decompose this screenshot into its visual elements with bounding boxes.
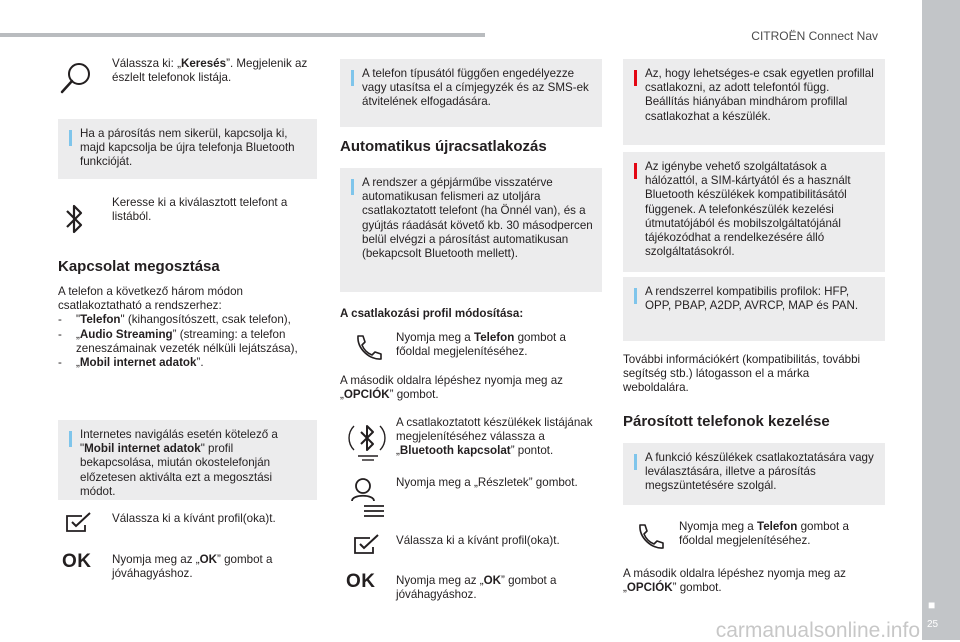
- step-search: Válassza ki: „Keresés”. Megjelenik az észlelt telefonok listája.: [112, 57, 308, 85]
- heading-share: Kapcsolat megosztása: [58, 258, 220, 275]
- step-bluetooth-list: A csatlakoztatott készülékek listájának megjelenítéséhez válassza a „Bluetooth kapcsolat” pontot.: [396, 416, 593, 458]
- step-select-phone: Keresse ki a kiválasztott telefont a listából.: [112, 196, 288, 224]
- step-phone: Nyomja meg a Telefon gombot a főoldal megjelenítéséhez.: [679, 520, 849, 548]
- page-number: 25: [927, 619, 939, 630]
- warning-marker: [634, 70, 637, 86]
- step-second-page: A második oldalra lépéshez nyomja meg az „OPCIÓK” gombot.: [623, 567, 846, 595]
- step-phone: Nyomja meg a Telefon gombot a főoldal megjelenítéséhez.: [396, 331, 566, 359]
- phone-handset-icon: [352, 332, 384, 362]
- bluetooth-list-icon: [348, 418, 388, 462]
- header-rule: [0, 33, 485, 37]
- info-box-contacts: [340, 59, 602, 127]
- ok-button-icon: OK: [62, 551, 92, 572]
- info-box-reconnect: [340, 168, 602, 292]
- search-icon: [58, 60, 94, 96]
- warning-box-services: [623, 152, 885, 272]
- watermark: carmanualsonline.info: [715, 618, 920, 642]
- ok-button-icon: OK: [346, 571, 376, 592]
- step-ok: Nyomja meg az „OK” gombot a jóváhagyáshoz.: [396, 574, 557, 602]
- share-item: - "Telefon" (kihangosítószett, csak telefon),: [58, 313, 291, 327]
- bullet-marker: ■: [928, 598, 936, 612]
- info-box-paired: [623, 443, 885, 505]
- step-profiles: Válassza ki a kívánt profil(oka)t.: [112, 512, 276, 525]
- checkbox-icon: [64, 512, 94, 534]
- step-ok: Nyomja meg az „OK” gombot a jóváhagyáshoz.: [112, 553, 273, 581]
- share-item: - „Audio Streaming” (streaming: a telefon zeneszámainak vezeték nélküli lejátszása),: [58, 327, 298, 355]
- share-intro: A telefon a következő három módon csatlakoztatható a rendszerhez:: [58, 285, 243, 313]
- info-box-profiles: [623, 277, 885, 341]
- warning-text: Az igénybe vehető szolgáltatások a hálózattól, a SIM-kártyától és a használt Bluetooth készülékek kompatibilitásától függenek. A telefonkészülék kezelési útmutatójából és mobilszolgáltatójánál tájékozódhat a rendelkezésére álló szolgáltatásokról.: [645, 160, 851, 259]
- info-marker: [351, 179, 354, 195]
- info-text: A funkció készülékek csatlakoztatására vagy leválasztására, illetve a párosítás megszüntetésére szolgál.: [645, 451, 874, 493]
- info-text: A rendszerrel kompatibilis profilok: HFP, OPP, PBAP, A2DP, AVRCP, MAP és PAN.: [645, 285, 859, 313]
- info-marker: [634, 454, 637, 470]
- step-profiles: Válassza ki a kívánt profil(oka)t.: [396, 534, 560, 547]
- step-second-page: A második oldalra lépéshez nyomja meg az „OPCIÓK” gombot.: [340, 374, 563, 402]
- checkbox-icon: [352, 534, 382, 556]
- info-marker: [69, 431, 72, 447]
- info-marker: [634, 288, 637, 304]
- info-box-internet: [58, 420, 317, 500]
- subheading-modify-profile: A csatlakozási profil módosítása:: [340, 307, 524, 320]
- heading-reconnect: Automatikus újracsatlakozás: [340, 138, 547, 155]
- step-details: Nyomja meg a „Részletek” gombot.: [396, 476, 578, 489]
- share-item: - „Mobil internet adatok”.: [58, 356, 204, 370]
- phone-handset-icon: [634, 521, 666, 551]
- info-text: A rendszer a gépjárműbe visszatérve automatikusan felismeri az utoljára csatlakoztatott telefont (ha Önnél van), és a gyújtás ráadását követő kb. 30 másodpercen belül elvégzi a párosítást automatikusan (bekapcsolt Bluetooth mellett).: [362, 176, 593, 261]
- info-text: Internetes navigálás esetén kötelező a "Mobil internet adatok" profil bekapcsolása, miután okostelefonján előzetesen aktiválta ezt a megosztási módot.: [80, 428, 278, 498]
- page-header-title: CITROËN Connect Nav: [751, 29, 878, 43]
- side-tab: [922, 0, 960, 640]
- info-box-pairing: [58, 119, 317, 179]
- share-section: [58, 285, 320, 370]
- warning-marker: [634, 163, 637, 179]
- info-marker: [69, 130, 72, 146]
- details-list-icon: [350, 477, 386, 517]
- bluetooth-icon: [62, 202, 88, 236]
- more-info-text: További információkért (kompatibilitás, további segítség stb.) látogasson el a márka weboldalára.: [623, 353, 861, 395]
- info-text: Ha a párosítás nem sikerül, kapcsolja ki, majd kapcsolja be újra telefonja Bluetooth funkcióját.: [80, 127, 295, 169]
- warning-box-profile: [623, 59, 885, 145]
- info-text: A telefon típusától függően engedélyezze vagy utasítsa el a címjegyzék és az SMS-ek átvitelének elfogadására.: [362, 67, 589, 109]
- warning-text: Az, hogy lehetséges-e csak egyetlen profillal csatlakozni, az adott telefontól függ. Beállítás hiányában mindhárom profillal csatlakozhat a készülék.: [645, 67, 874, 123]
- heading-paired-phones: Párosított telefonok kezelése: [623, 413, 830, 430]
- info-marker: [351, 70, 354, 86]
